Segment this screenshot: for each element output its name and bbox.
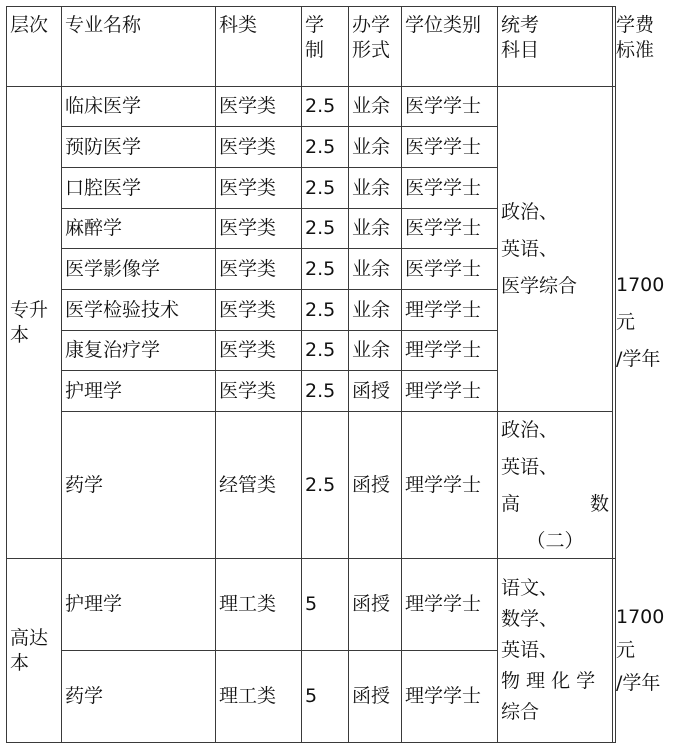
duration-cell: 2.5 bbox=[302, 412, 349, 559]
header-fee: 学费 标准 bbox=[613, 7, 616, 87]
degree-cell: 医学学士 bbox=[402, 249, 498, 290]
degree-cell: 医学学士 bbox=[402, 209, 498, 249]
major-cell: 护理学 bbox=[62, 559, 216, 651]
header-degree: 学位类别 bbox=[402, 7, 498, 87]
form-cell: 函授 bbox=[349, 371, 402, 412]
table-row bbox=[7, 412, 616, 559]
major-cell: 医学影像学 bbox=[62, 249, 216, 290]
form-cell: 函授 bbox=[349, 412, 402, 559]
category-cell: 医学类 bbox=[216, 290, 302, 331]
header-level: 层次 bbox=[7, 7, 62, 87]
category-cell: 医学类 bbox=[216, 87, 302, 127]
category-cell: 医学类 bbox=[216, 249, 302, 290]
level-cell-group1: 专升 本 bbox=[7, 87, 62, 559]
category-cell: 理工类 bbox=[216, 651, 302, 743]
form-cell: 业余 bbox=[349, 331, 402, 371]
degree-cell: 理学学士 bbox=[402, 559, 498, 651]
degree-cell: 医学学士 bbox=[402, 87, 498, 127]
duration-cell: 2.5 bbox=[302, 290, 349, 331]
fee-cell-group1: 1700 元 /学年 bbox=[613, 87, 616, 559]
header-major: 专业名称 bbox=[62, 7, 216, 87]
form-cell: 业余 bbox=[349, 87, 402, 127]
header-row bbox=[7, 7, 616, 87]
major-cell: 康复治疗学 bbox=[62, 331, 216, 371]
duration-cell: 2.5 bbox=[302, 168, 349, 209]
major-cell: 药学 bbox=[62, 651, 216, 743]
major-cell: 预防医学 bbox=[62, 127, 216, 168]
form-cell: 业余 bbox=[349, 249, 402, 290]
category-cell: 医学类 bbox=[216, 209, 302, 249]
header-category: 科类 bbox=[216, 7, 302, 87]
duration-cell: 2.5 bbox=[302, 127, 349, 168]
major-cell: 麻醉学 bbox=[62, 209, 216, 249]
duration-cell: 5 bbox=[302, 651, 349, 743]
category-cell: 医学类 bbox=[216, 371, 302, 412]
duration-cell: 2.5 bbox=[302, 249, 349, 290]
form-cell: 业余 bbox=[349, 168, 402, 209]
form-cell: 业余 bbox=[349, 290, 402, 331]
major-cell: 临床医学 bbox=[62, 87, 216, 127]
duration-cell: 2.5 bbox=[302, 87, 349, 127]
major-cell: 医学检验技术 bbox=[62, 290, 216, 331]
degree-cell: 医学学士 bbox=[402, 168, 498, 209]
table-row bbox=[7, 559, 616, 651]
exam-cell-pharmacy: 政治、 英语、 高 数 （二） bbox=[498, 412, 613, 559]
duration-cell: 5 bbox=[302, 559, 349, 651]
exam-cell-group2: 语文、 数学、 英语、 物 理 化 学 综合 bbox=[498, 559, 613, 743]
category-cell: 经管类 bbox=[216, 412, 302, 559]
form-cell: 业余 bbox=[349, 209, 402, 249]
duration-cell: 2.5 bbox=[302, 331, 349, 371]
degree-cell: 理学学士 bbox=[402, 412, 498, 559]
degree-cell: 理学学士 bbox=[402, 331, 498, 371]
duration-cell: 2.5 bbox=[302, 371, 349, 412]
exam-cell-medical: 政治、 英语、 医学综合 bbox=[498, 87, 613, 412]
major-cell: 口腔医学 bbox=[62, 168, 216, 209]
major-cell: 药学 bbox=[62, 412, 216, 559]
category-cell: 医学类 bbox=[216, 168, 302, 209]
form-cell: 函授 bbox=[349, 651, 402, 743]
table-row bbox=[7, 87, 616, 127]
form-cell: 业余 bbox=[349, 127, 402, 168]
category-cell: 理工类 bbox=[216, 559, 302, 651]
program-table bbox=[6, 6, 665, 743]
duration-cell: 2.5 bbox=[302, 209, 349, 249]
degree-cell: 医学学士 bbox=[402, 127, 498, 168]
degree-cell: 理学学士 bbox=[402, 371, 498, 412]
form-cell: 函授 bbox=[349, 559, 402, 651]
header-duration: 学 制 bbox=[302, 7, 349, 87]
header-form: 办学 形式 bbox=[349, 7, 402, 87]
degree-cell: 理学学士 bbox=[402, 651, 498, 743]
category-cell: 医学类 bbox=[216, 127, 302, 168]
header-exam: 统考 科目 bbox=[498, 7, 613, 87]
major-cell: 护理学 bbox=[62, 371, 216, 412]
fee-cell-group2: 1700 元 /学年 bbox=[613, 559, 616, 743]
level-cell-group2: 高达 本 bbox=[7, 559, 62, 743]
category-cell: 医学类 bbox=[216, 331, 302, 371]
degree-cell: 理学学士 bbox=[402, 290, 498, 331]
